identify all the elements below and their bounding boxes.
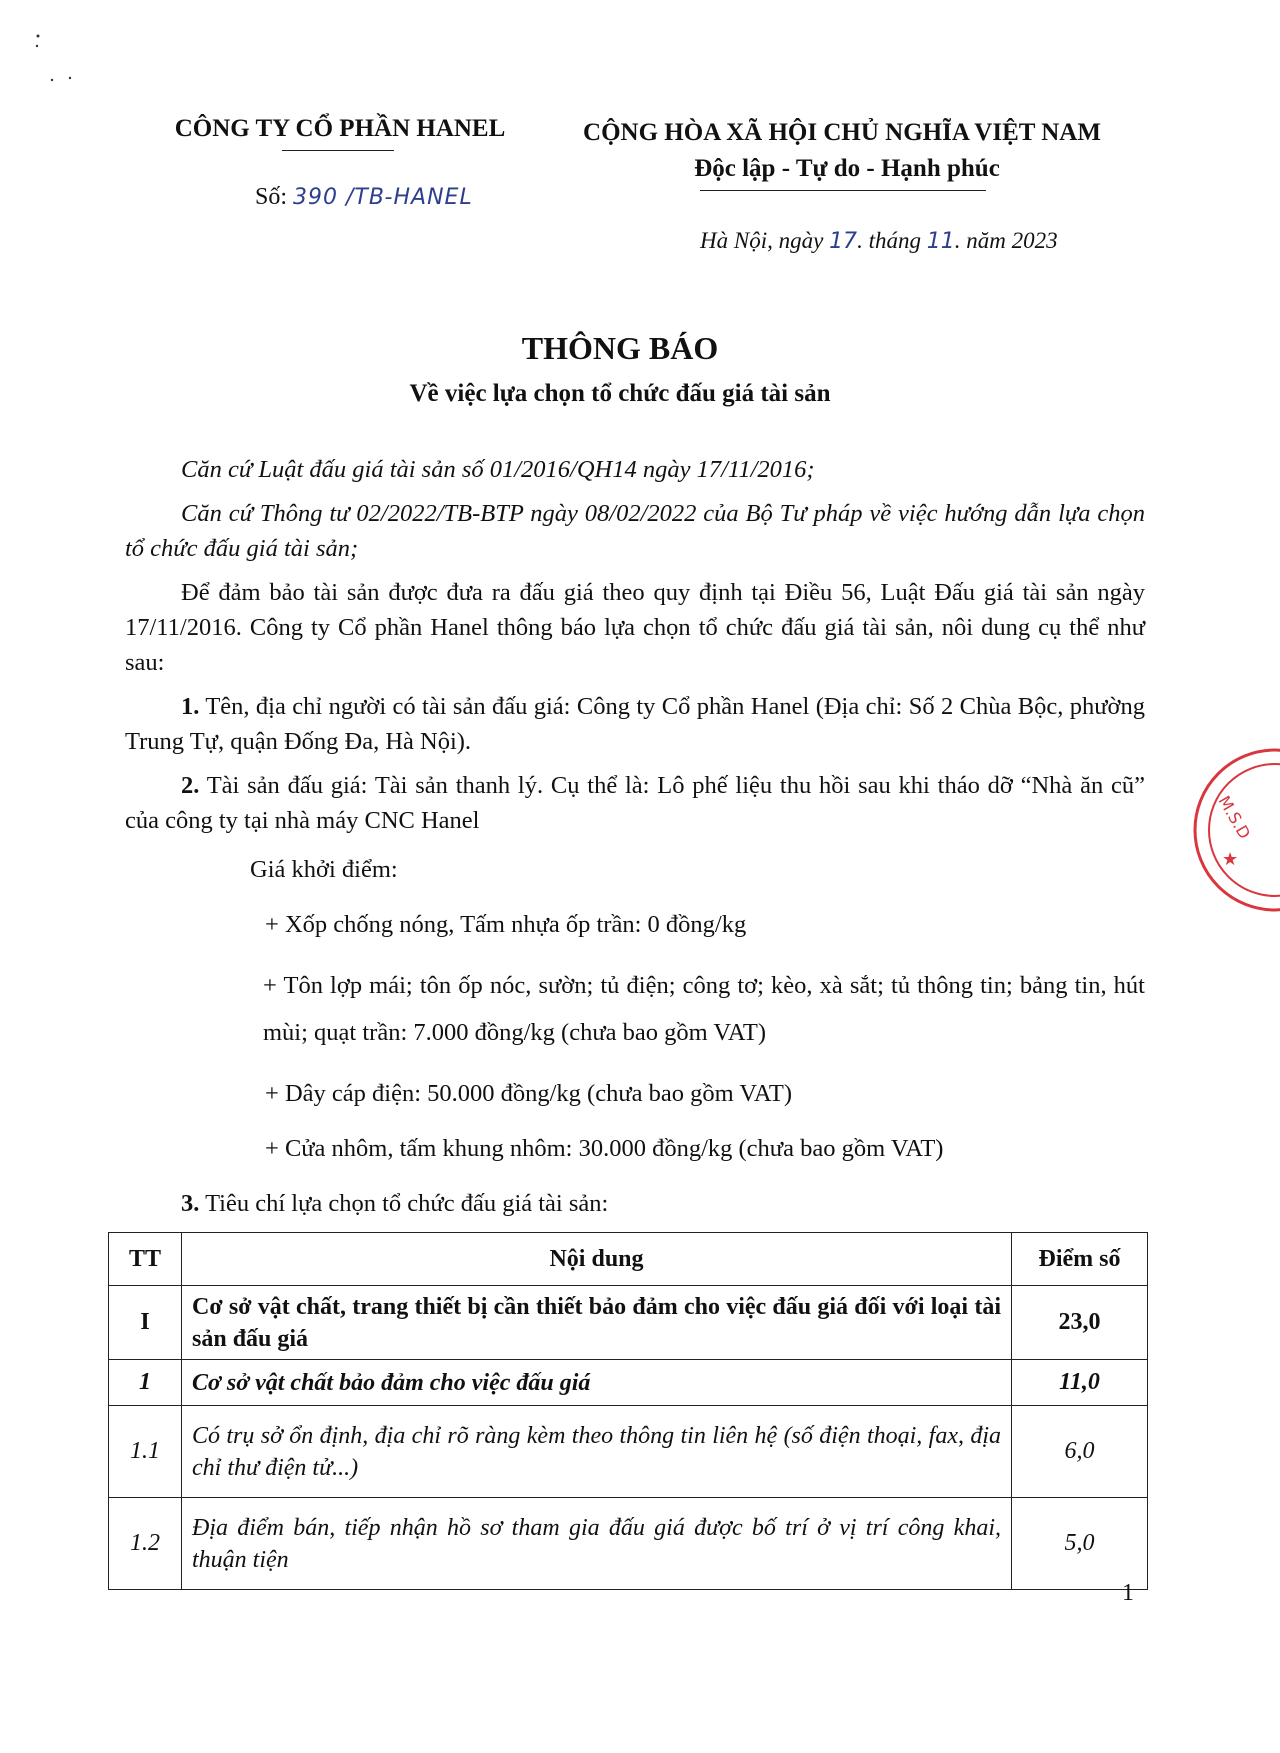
item-3-number: 3. xyxy=(181,1190,200,1217)
legal-basis-2: Căn cứ Thông tư 02/2022/TB-BTP ngày 08/02/2022 của Bộ Tư pháp về việc hướng dẫn lựa chọn tổ chức đấu giá tài sản; xyxy=(125,500,1145,562)
item-1-text: Tên, địa chỉ người có tài sản đấu giá: Công ty Cổ phần Hanel (Địa chỉ: Số 2 Chùa Bộc, phường Trung Tự, quận Đống Đa, Hà Nội). xyxy=(125,693,1145,755)
price-line: + Xốp chống nóng, Tấm nhựa ốp trần: 0 đồng/kg xyxy=(265,911,747,938)
row-content: Địa điểm bán, tiếp nhận hồ sơ tham gia đấu giá được bố trí ở vị trí công khai, thuận tiện xyxy=(182,1498,1012,1590)
header-score: Điểm số xyxy=(1012,1233,1148,1286)
price-line: + Dây cáp điện: 50.000 đồng/kg (chưa bao gồm VAT) xyxy=(265,1080,792,1107)
row-score: 11,0 xyxy=(1012,1360,1148,1406)
row-content: Cơ sở vật chất, trang thiết bị cần thiết bảo đảm cho việc đấu giá đối với loại tài sản đấu giá xyxy=(182,1286,1012,1360)
legal-basis-1: Căn cứ Luật đấu giá tài sản số 01/2016/QH14 ngày 17/11/2016; xyxy=(181,456,815,483)
table-row xyxy=(109,1498,1148,1590)
row-score: 6,0 xyxy=(1012,1406,1148,1498)
doc-no-label: Số: xyxy=(255,184,288,210)
document-body xyxy=(125,452,1145,1221)
row-score: 23,0 xyxy=(1012,1286,1148,1360)
document-title: THÔNG BÁO xyxy=(521,330,719,366)
row-content: Có trụ sở ổn định, địa chỉ rõ ràng kèm theo thông tin liên hệ (số điện thoại, fax, địa chỉ thư điện tử...) xyxy=(182,1406,1012,1498)
item-1-number: 1. xyxy=(181,693,200,720)
page-number: 1 xyxy=(1122,1580,1134,1606)
date-day: 17 xyxy=(829,229,858,254)
intro-paragraph: Để đảm bảo tài sản được đưa ra đấu giá theo quy định tại Điều 56, Luật Đấu giá tài sản ngày 17/11/2016. Công ty Cổ phần Hanel thông báo lựa chọn tổ chức đấu giá tài sản, nôi dung cụ thể như sau: xyxy=(125,579,1145,676)
row-tt: 1 xyxy=(109,1360,182,1406)
item-2 xyxy=(125,768,1145,838)
company-name: CÔNG TY CỔ PHẦN HANEL xyxy=(174,115,506,142)
national-header xyxy=(552,115,1132,187)
country-name: CỘNG HÒA XÃ HỘI CHỦ NGHĨA VIỆT NAM xyxy=(583,119,1101,146)
table-row xyxy=(109,1406,1148,1498)
item-2-text: Tài sản đấu giá: Tài sản thanh lý. Cụ thể là: Lô phế liệu thu hồi sau khi tháo dỡ “Nhà ăn cũ” của công ty tại nhà máy CNC Hanel xyxy=(125,772,1145,834)
date-prefix: Hà Nội, ngày xyxy=(700,228,824,253)
place-date: Hà Nội, ngày 17. tháng 11. năm 2023 xyxy=(700,228,1058,254)
date-month-label: tháng xyxy=(868,228,921,253)
header-content: Nội dung xyxy=(182,1233,1012,1286)
document-number xyxy=(255,184,473,211)
starting-price-label: Giá khởi điểm: xyxy=(250,856,398,883)
row-tt: 1.2 xyxy=(109,1498,182,1590)
national-motto: Độc lập - Tự do - Hạnh phúc xyxy=(694,155,1000,182)
table-header-row xyxy=(109,1233,1148,1286)
item-3-text: Tiêu chí lựa chọn tổ chức đấu giá tài sản: xyxy=(205,1190,609,1217)
scan-marks xyxy=(30,30,90,90)
document-subtitle: Về việc lựa chọn tổ chức đấu giá tài sản xyxy=(409,380,831,407)
date-year: năm 2023 xyxy=(966,228,1058,253)
company-seal xyxy=(1180,740,1280,920)
row-tt: 1.1 xyxy=(109,1406,182,1498)
seal-text: M.S.D xyxy=(1214,792,1255,843)
table-row xyxy=(109,1286,1148,1360)
table-row xyxy=(109,1360,1148,1406)
price-line: + Cửa nhôm, tấm khung nhôm: 30.000 đồng/kg (chưa bao gồm VAT) xyxy=(265,1135,944,1162)
item-3 xyxy=(125,1186,1145,1221)
criteria-table xyxy=(108,1232,1148,1590)
date-month: 11 xyxy=(926,229,955,254)
row-content: Cơ sở vật chất bảo đảm cho việc đấu giá xyxy=(182,1360,1012,1406)
row-score: 5,0 xyxy=(1012,1498,1148,1590)
header-tt: TT xyxy=(109,1233,182,1286)
price-line: + Tôn lợp mái; tôn ốp nóc, sườn; tủ điện; công tơ; kèo, xà sắt; tủ thông tin; bảng tin, hút mùi; quạt trần: 7.000 đồng/kg (chưa bao gồm VAT) xyxy=(263,972,1145,1046)
row-tt: I xyxy=(109,1286,182,1360)
doc-no-value: 390 /TB-HANEL xyxy=(293,185,473,210)
motto-underline xyxy=(700,190,986,191)
company-underline xyxy=(282,150,394,151)
item-2-number: 2. xyxy=(181,772,200,799)
item-1 xyxy=(125,689,1145,759)
seal-star-icon: ★ xyxy=(1222,849,1239,870)
